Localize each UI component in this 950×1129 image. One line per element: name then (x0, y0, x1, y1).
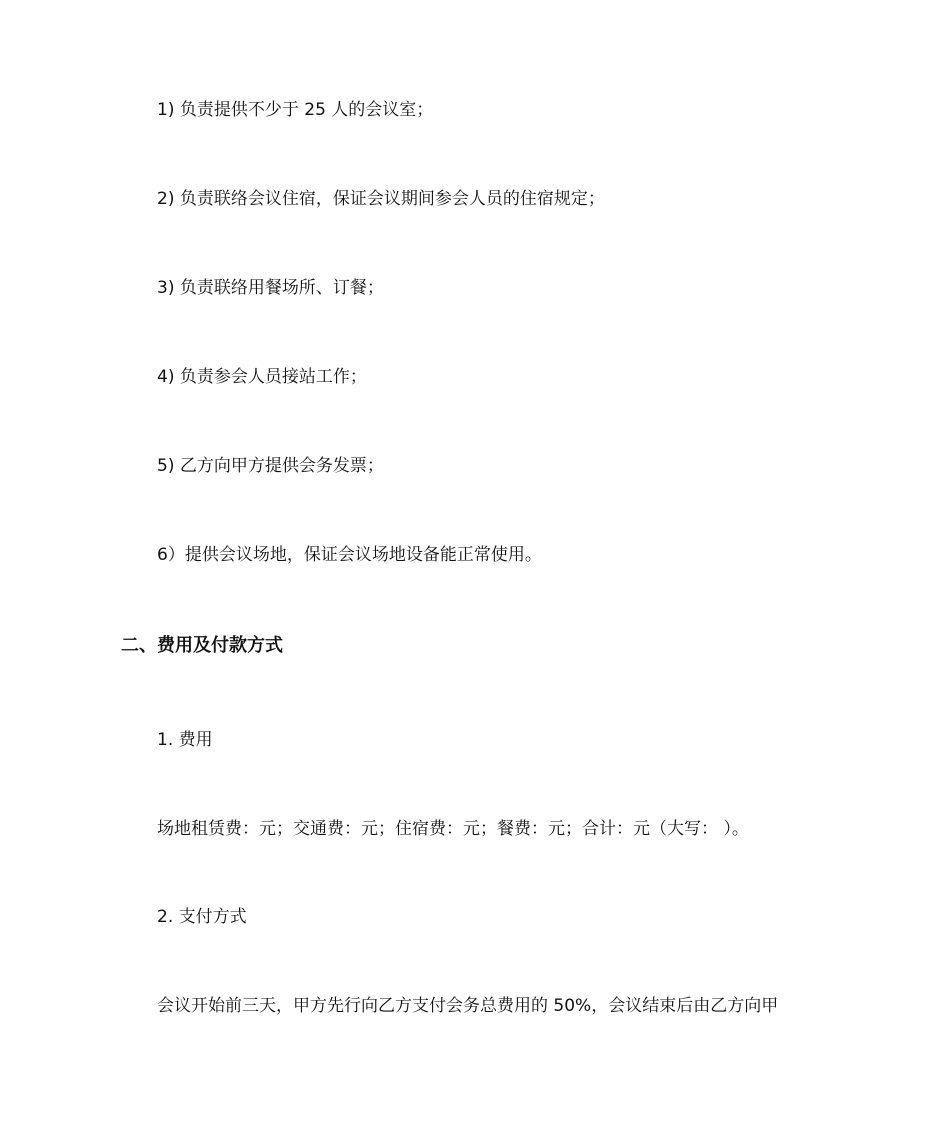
duty-item-4: 4) 负责参会人员接站工作； (157, 367, 367, 387)
fee-title: 1. 费用 (157, 730, 213, 750)
payment-title: 2. 支付方式 (157, 907, 247, 927)
fee-detail: 场地租赁费：元；交通费：元；住宿费：元；餐费：元；合计：元（大写： ）。 (157, 819, 749, 839)
duty-item-1: 1) 负责提供不少于 25 人的会议室； (157, 100, 434, 120)
section-heading: 二、费用及付款方式 (121, 635, 283, 656)
duty-item-5: 5) 乙方向甲方提供会务发票； (157, 456, 384, 476)
duty-item-6: 6）提供会议场地，保证会议场地设备能正常使用。 (157, 545, 542, 565)
payment-detail: 会议开始前三天，甲方先行向乙方支付会务总费用的 50%，会议结束后由乙方向甲 (157, 996, 779, 1016)
duty-item-2: 2) 负责联络会议住宿，保证会议期间参会人员的住宿规定； (157, 189, 605, 209)
duty-item-3: 3) 负责联络用餐场所、订餐； (157, 278, 384, 298)
